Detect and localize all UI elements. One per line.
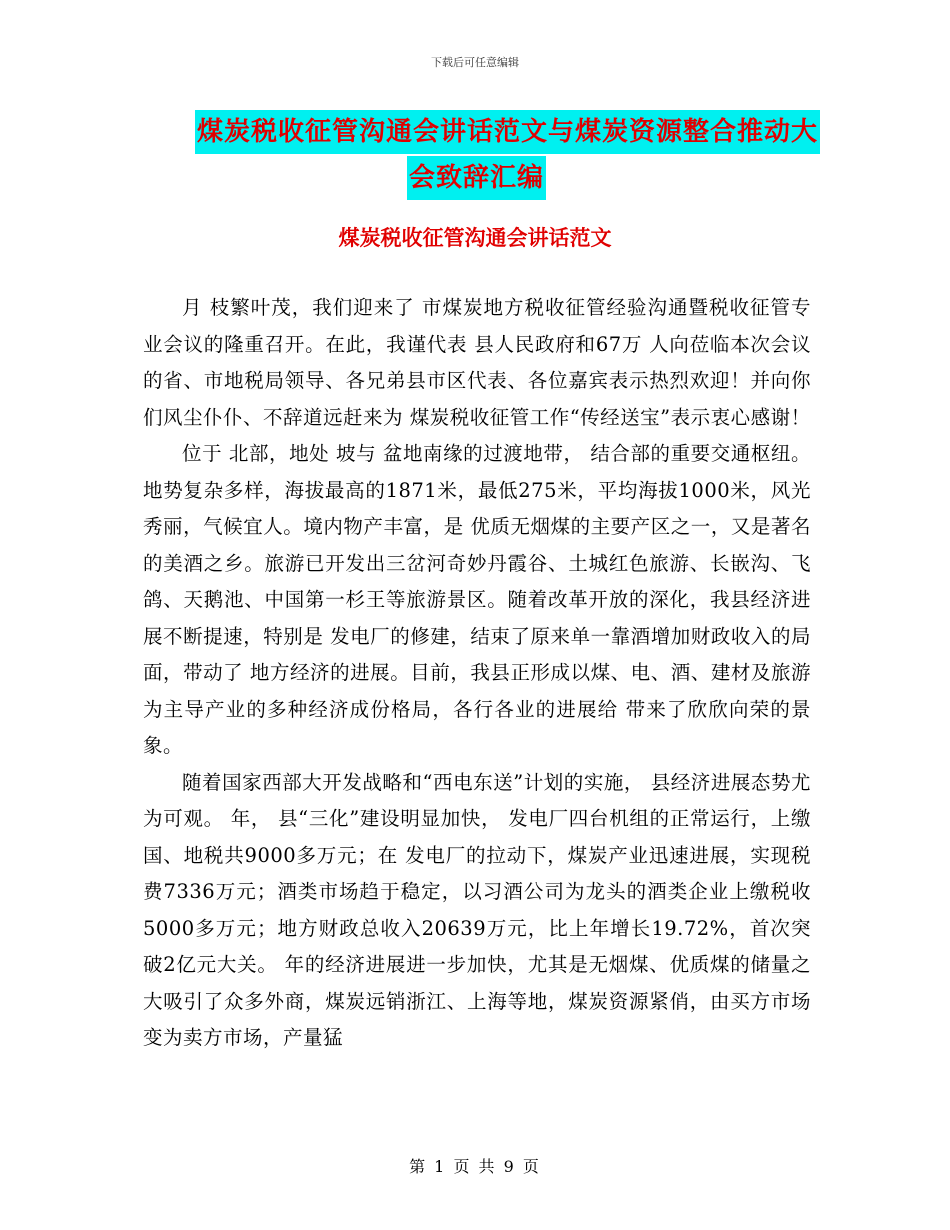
section-heading: 煤炭税收征管沟通会讲话范文 — [338, 225, 612, 250]
document-title-line-1: 煤炭税收征管沟通会讲话范文与煤炭资源整合推动大 — [195, 110, 820, 154]
page-footer: 第 1 页 共 9 页 — [409, 1157, 541, 1176]
body-paragraph: 随着国家西部大开发战略和“西电东送”计划的实施， 县经济进展态势尤为可观。 年， 县“三化”建设明显加快， 发电厂四台机组的正常运行，上缴国、地税共9000多万元；在 发电厂的拉动下，煤炭产业迅速进展，实现税费7336万元；酒类市场趋于稳定，以习酒公司为龙头的酒类企业上缴税收5000多万元；地方财政总收入20639万元，比上年增长19.72%，首次突破2亿元大关。 年的经济进展进一步加快，尤其是无烟煤、优质煤的储量之大吸引了众多外商，煤炭远销浙江、上海等地，煤炭资源紧俏，由买方市场变为卖方市场，产量猛 — [143, 770, 811, 1049]
page-header-note: 下载后可任意编辑 — [431, 56, 519, 69]
body-paragraph: 月 枝繁叶茂，我们迎来了 市煤炭地方税收征管经验沟通暨税收征管专业会议的隆重召开。在此，我谨代表 县人民政府和67万 人向莅临本次会议的省、市地税局领导、各兄弟县市区代表、各位嘉宾表示热烈欢迎！并向你们风尘仆仆、不辞道远赶来为 煤炭税收征管工作“传经送宝”表示衷心感谢！ — [143, 296, 811, 429]
document-title-line-2: 会致辞汇编 — [407, 156, 546, 200]
body-paragraph: 位于 北部，地处 坡与 盆地南缘的过渡地带， 结合部的重要交通枢纽。 地势复杂多样，海拔最高的1871米，最低275米，平均海拔1000米，风光秀丽，气候宜人。境内物产丰富，是 优质无烟煤的主要产区之一，又是著名的美酒之乡。旅游已开发出三岔河奇妙丹霞谷、土城红色旅游、长嵌沟、飞鸽、天鹅池、中国第一杉王等旅游景区。随着改革开放的深化，我县经济进展不断提速，特别是 发电厂的修建，结束了原来单一靠酒增加财政收入的局面，带动了 地方经济的进展。目前，我县正形成以煤、电、酒、建材及旅游为主导产业的多种经济成份格局，各行各业的进展给 带来了欣欣向荣的景象。 — [143, 442, 811, 757]
document-body — [143, 290, 811, 1057]
